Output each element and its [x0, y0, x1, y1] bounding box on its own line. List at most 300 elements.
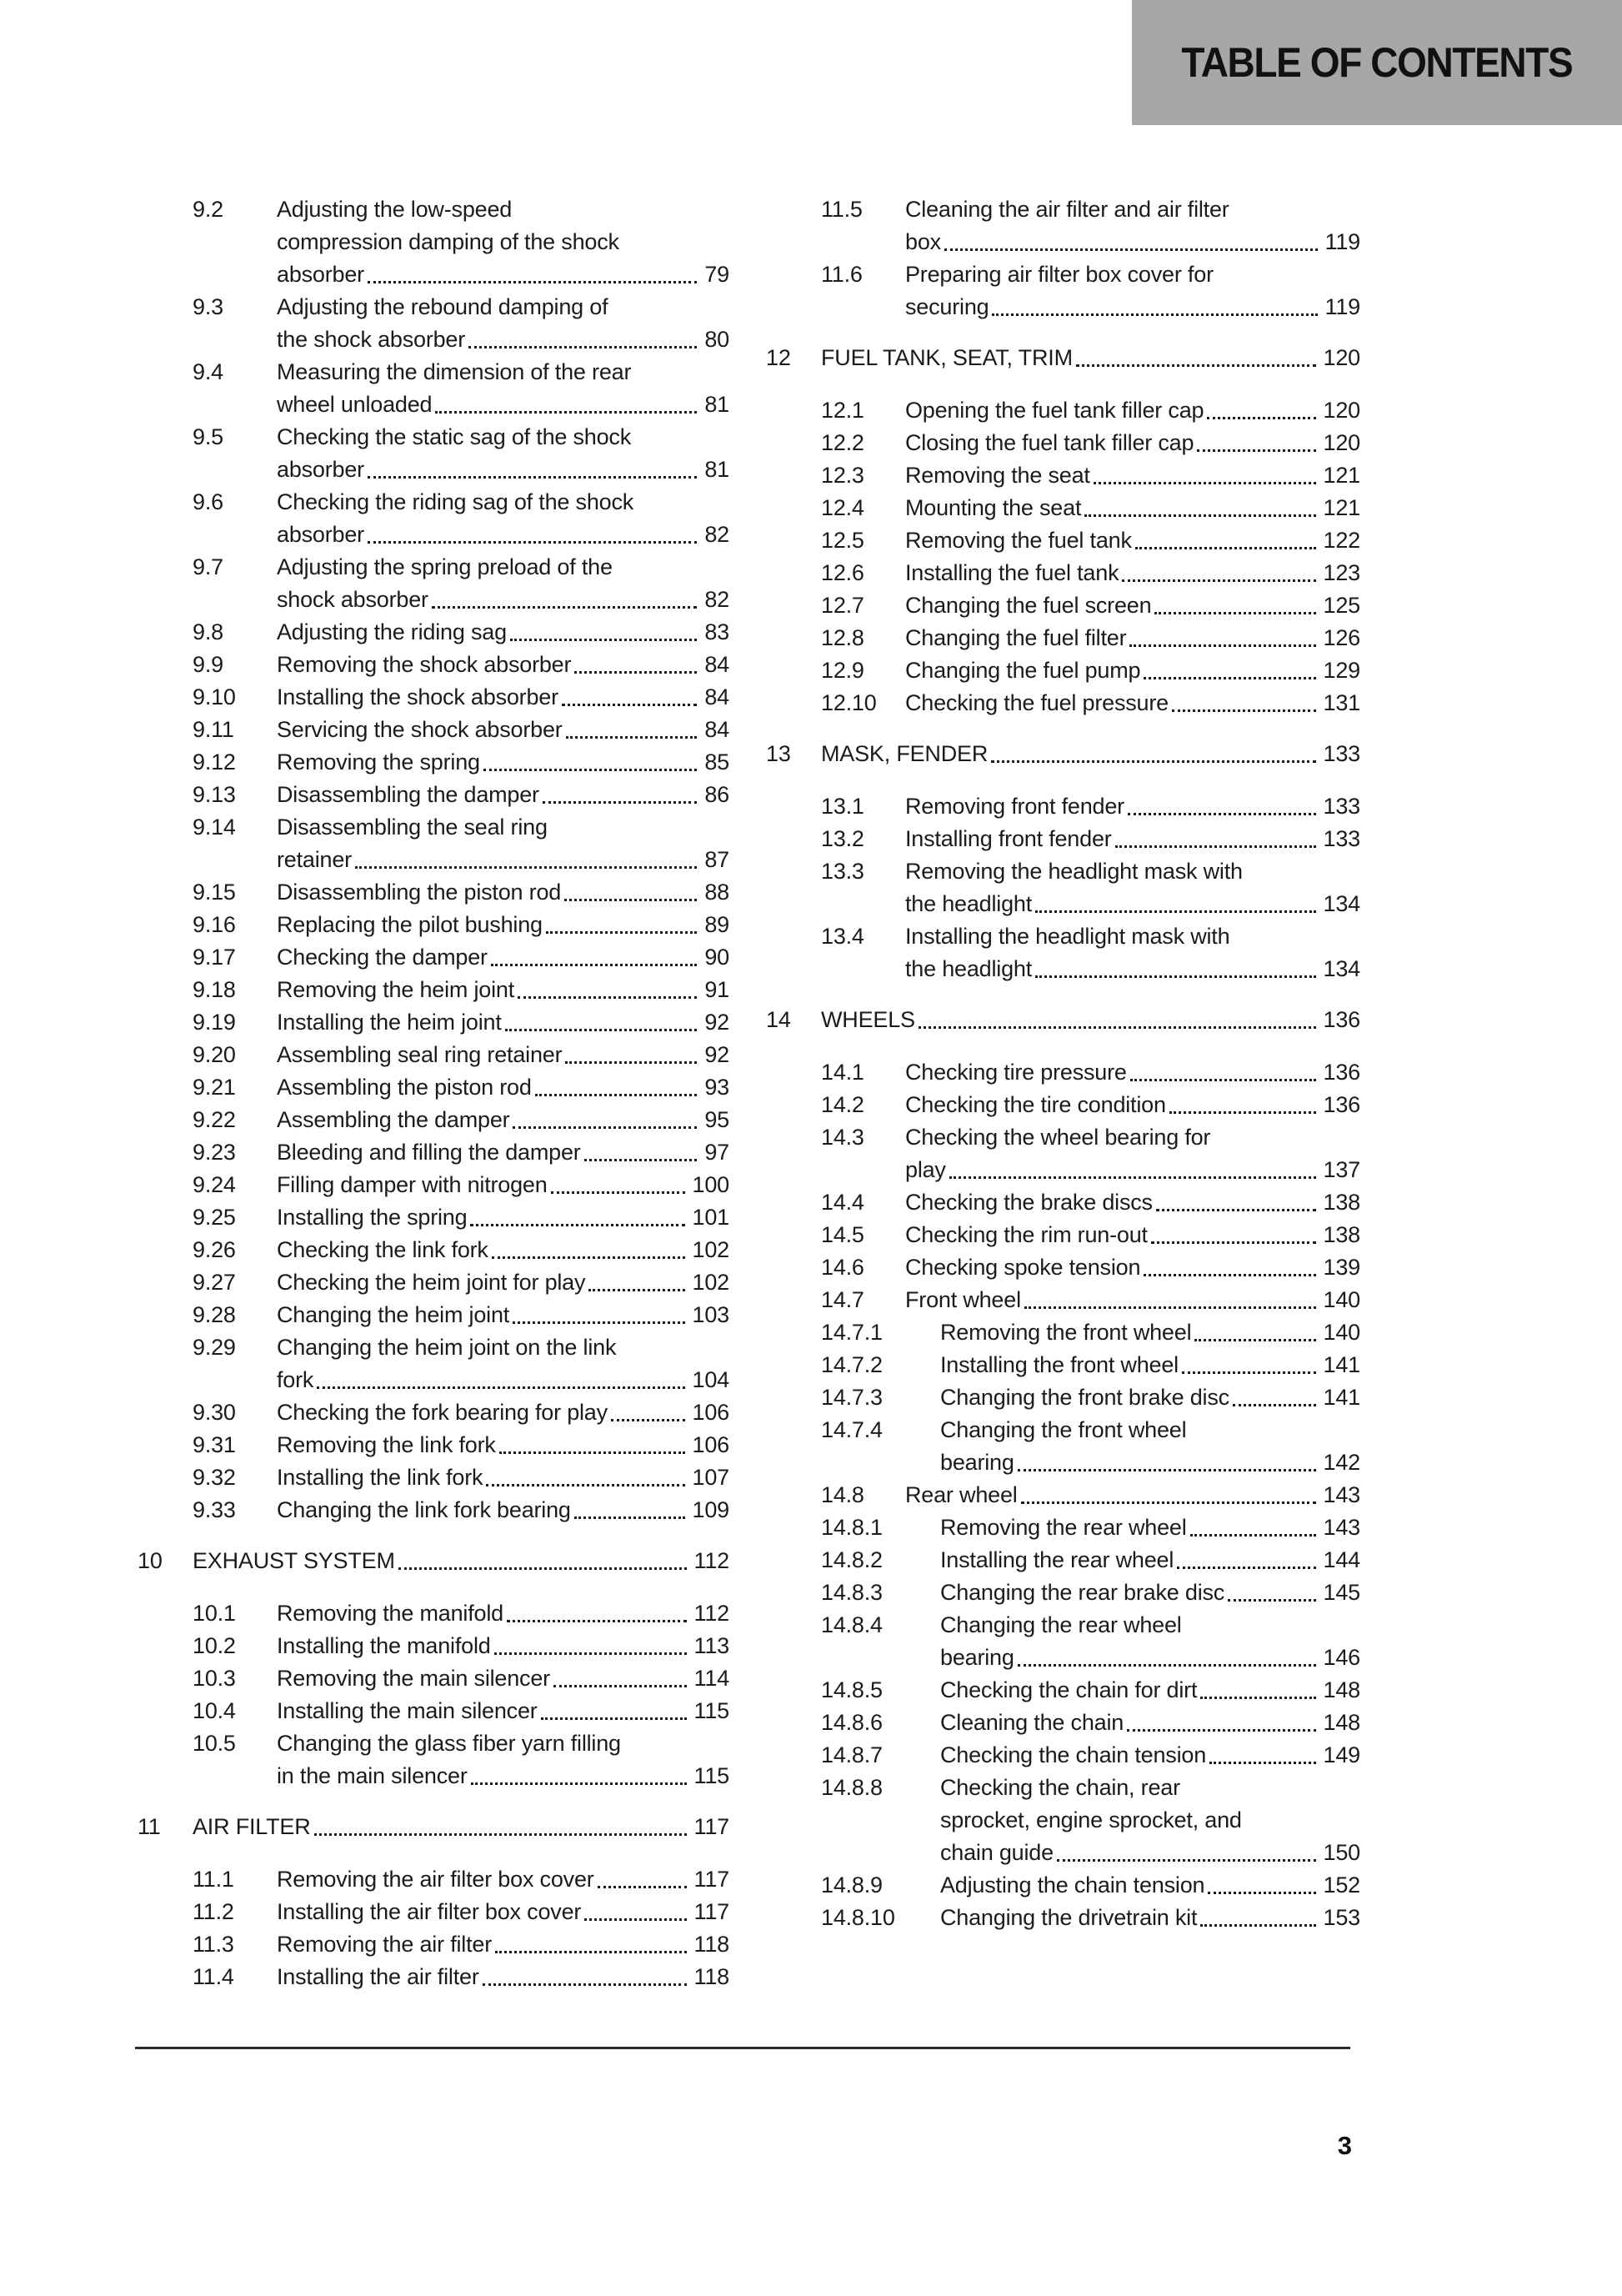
entry-last-line — [277, 1429, 729, 1461]
toc-entry[interactable] — [766, 1056, 1360, 1089]
entry-title — [940, 1739, 1360, 1772]
entry-number: 11.1 — [193, 1867, 234, 1892]
toc-entry[interactable] — [138, 1234, 729, 1266]
entry-last-line — [277, 1961, 729, 1993]
entry-last-line — [905, 823, 1360, 855]
dot-leader — [495, 1951, 687, 1953]
entry-number: 14.8.2 — [821, 1547, 883, 1572]
entry-title — [905, 1186, 1360, 1219]
toc-entry[interactable] — [766, 1316, 1360, 1349]
entry-title-line: Removing the front wheel — [940, 1320, 1192, 1345]
toc-entry[interactable] — [766, 1609, 1360, 1674]
entry-number: 13 — [766, 741, 791, 766]
toc-entry[interactable] — [766, 1479, 1360, 1511]
toc-chapter-entry[interactable] — [766, 1004, 1360, 1036]
entry-title-line: Changing the fuel pump — [905, 658, 1141, 683]
entry-title-line: Installing the air filter — [277, 1964, 479, 1989]
toc-entry[interactable] — [138, 1396, 729, 1429]
toc-entry[interactable] — [138, 974, 729, 1006]
entry-title-line: Removing the air filter — [277, 1932, 493, 1957]
entry-title — [277, 714, 729, 746]
dot-leader — [1209, 1762, 1316, 1764]
toc-chapter-entry[interactable] — [766, 738, 1360, 770]
toc-entry[interactable] — [138, 486, 729, 551]
toc-entry[interactable] — [766, 1577, 1360, 1609]
entry-page-number: 117 — [693, 1899, 729, 1924]
toc-entry[interactable] — [138, 1494, 729, 1526]
toc-entry[interactable] — [766, 589, 1360, 622]
entry-title-line: EXHAUST SYSTEM — [193, 1548, 395, 1573]
entry-title-line: Removing the headlight mask with — [905, 859, 1243, 884]
toc-entry[interactable] — [138, 909, 729, 941]
toc-entry[interactable] — [766, 654, 1360, 687]
entry-last-line — [277, 1169, 729, 1201]
toc-entry[interactable] — [138, 1039, 729, 1071]
entry-title — [940, 1381, 1360, 1414]
dot-leader — [1122, 579, 1315, 582]
entry-title — [905, 622, 1360, 654]
entry-title-line: the shock absorber — [277, 327, 466, 352]
entry-title — [905, 687, 1360, 719]
entry-page-number: 148 — [1323, 1677, 1360, 1702]
dot-leader — [535, 1094, 698, 1096]
entry-number: 9.19 — [193, 1010, 236, 1035]
entry-title-line: Removing the shock absorber — [277, 652, 572, 677]
entry-title-line: Installing the front wheel — [940, 1352, 1179, 1377]
entry-page-number: 100 — [692, 1172, 729, 1197]
toc-entry[interactable] — [766, 1869, 1360, 1902]
entry-page-number: 120 — [1323, 430, 1360, 455]
entry-last-line — [940, 1577, 1360, 1609]
toc-column-left — [138, 193, 729, 1993]
entry-page-number: 145 — [1323, 1580, 1360, 1605]
toc-entry[interactable] — [138, 876, 729, 909]
entry-last-line — [905, 589, 1360, 622]
entry-last-line — [940, 1707, 1360, 1739]
entry-title — [940, 1674, 1360, 1707]
toc-entry[interactable] — [766, 1544, 1360, 1577]
entry-title-line: Removing front fender — [905, 794, 1124, 819]
entry-title — [905, 557, 1360, 589]
entry-title-line: Changing the heim joint — [277, 1302, 510, 1327]
entry-number: 13.2 — [821, 826, 864, 851]
entry-number: 9.32 — [193, 1465, 236, 1490]
entry-number: 9.9 — [193, 652, 223, 677]
entry-number: 9.17 — [193, 945, 236, 970]
toc-chapter-entry[interactable] — [138, 1811, 729, 1843]
entry-title — [905, 427, 1360, 459]
toc-entry[interactable] — [766, 1674, 1360, 1707]
entry-title — [277, 681, 729, 714]
entry-page-number: 101 — [692, 1205, 729, 1230]
entry-last-line — [940, 1446, 1360, 1479]
entry-page-number: 87 — [704, 847, 729, 872]
entry-page-number: 150 — [1323, 1840, 1360, 1865]
entry-last-line — [905, 654, 1360, 687]
entry-number: 9.6 — [193, 489, 223, 514]
dot-leader — [949, 1176, 1316, 1179]
entry-page-number: 141 — [1323, 1352, 1360, 1377]
entry-title-line: absorber — [277, 457, 364, 482]
entry-last-line — [277, 941, 729, 974]
toc-entry[interactable] — [138, 1597, 729, 1630]
toc-entry[interactable] — [766, 258, 1360, 323]
entry-page-number: 131 — [1323, 690, 1360, 715]
dot-leader — [432, 606, 698, 609]
entry-last-line — [905, 394, 1360, 427]
toc-entry[interactable] — [766, 1739, 1360, 1772]
entry-number: 14.7.2 — [821, 1352, 883, 1377]
entry-page-number: 143 — [1323, 1515, 1360, 1540]
entry-page-number: 134 — [1323, 956, 1360, 981]
entry-title — [905, 589, 1360, 622]
toc-entry[interactable] — [138, 811, 729, 876]
entry-page-number: 136 — [1323, 1007, 1360, 1032]
dot-leader — [1200, 1924, 1315, 1927]
entry-last-line — [905, 459, 1360, 492]
toc-entry[interactable] — [766, 1089, 1360, 1121]
entry-title — [277, 1727, 729, 1792]
dot-leader — [1190, 1534, 1316, 1537]
entry-last-line — [277, 454, 729, 486]
dot-leader — [513, 1126, 697, 1129]
dot-leader — [1197, 449, 1315, 452]
entry-title — [940, 1772, 1360, 1869]
entry-number: 9.28 — [193, 1302, 236, 1327]
toc-entry[interactable] — [766, 1772, 1360, 1869]
dot-leader — [1130, 1079, 1316, 1081]
toc-entry[interactable] — [766, 1349, 1360, 1381]
dot-leader — [565, 1061, 697, 1064]
entry-number: 11.4 — [193, 1964, 234, 1989]
entry-page-number: 121 — [1323, 495, 1360, 520]
entry-number: 11.3 — [193, 1932, 234, 1957]
toc-entry[interactable] — [766, 622, 1360, 654]
entry-page-number: 81 — [704, 457, 729, 482]
toc-entry[interactable] — [766, 687, 1360, 719]
entry-number: 12.4 — [821, 495, 864, 520]
entry-last-line — [905, 226, 1360, 258]
entry-title-line: Checking the tire condition — [905, 1092, 1166, 1117]
toc-entry[interactable] — [766, 790, 1360, 823]
entry-last-line — [277, 1630, 729, 1662]
toc-entry[interactable] — [766, 557, 1360, 589]
entry-last-line — [277, 1234, 729, 1266]
entry-title-line: the headlight — [905, 956, 1033, 981]
entry-number: 9.2 — [193, 197, 223, 222]
entry-page-number: 125 — [1323, 593, 1360, 618]
entry-title-line: Checking the damper — [277, 945, 488, 970]
entry-title — [277, 811, 729, 876]
entry-last-line — [940, 1739, 1360, 1772]
entry-title — [905, 790, 1360, 823]
entry-last-line — [905, 888, 1360, 920]
toc-entry[interactable] — [138, 1104, 729, 1136]
toc-entry[interactable] — [138, 1299, 729, 1331]
entry-last-line — [277, 1494, 729, 1526]
entry-title — [940, 1414, 1360, 1479]
toc-entry[interactable] — [138, 291, 729, 356]
toc-entry[interactable] — [766, 193, 1360, 258]
entry-last-line — [821, 738, 1360, 770]
toc-entry[interactable] — [766, 1381, 1360, 1414]
toc-entry[interactable] — [766, 1186, 1360, 1219]
toc-entry[interactable] — [138, 1461, 729, 1494]
entry-page-number: 136 — [1323, 1092, 1360, 1117]
entry-page-number: 122 — [1323, 528, 1360, 553]
toc-entry[interactable] — [766, 1121, 1360, 1186]
entry-number: 9.26 — [193, 1237, 236, 1262]
entry-title — [821, 342, 1360, 374]
toc-entry[interactable] — [138, 1727, 729, 1792]
entry-title-line: wheel unloaded — [277, 392, 433, 417]
toc-entry[interactable] — [138, 941, 729, 974]
entry-number: 14.5 — [821, 1222, 864, 1247]
dot-leader — [398, 1567, 687, 1570]
entry-last-line — [277, 1760, 729, 1792]
toc-entry[interactable] — [766, 394, 1360, 427]
entry-last-line — [277, 1863, 729, 1896]
toc-entry[interactable] — [138, 356, 729, 421]
dot-leader — [991, 760, 1315, 763]
toc-entry[interactable] — [138, 681, 729, 714]
toc-entry[interactable] — [138, 1169, 729, 1201]
entry-page-number: 107 — [692, 1465, 729, 1490]
entry-number: 9.8 — [193, 619, 223, 644]
entry-number: 10.1 — [193, 1601, 236, 1626]
entry-title — [277, 1234, 729, 1266]
entry-title-line: Opening the fuel tank filler cap — [905, 398, 1204, 423]
entry-title — [277, 779, 729, 811]
entry-title-line: WHEELS — [821, 1007, 915, 1032]
entry-page-number: 120 — [1323, 345, 1360, 370]
dot-leader — [1129, 644, 1315, 647]
entry-page-number: 84 — [704, 717, 729, 742]
toc-chapter-entry[interactable] — [138, 1545, 729, 1577]
dot-leader — [483, 769, 698, 771]
toc-entry[interactable] — [766, 920, 1360, 985]
toc-entry[interactable] — [766, 459, 1360, 492]
entry-number: 14.8.4 — [821, 1612, 883, 1637]
entry-number: 10.5 — [193, 1731, 236, 1756]
toc-entry[interactable] — [766, 1251, 1360, 1284]
toc-entry[interactable] — [766, 1707, 1360, 1739]
entry-title — [905, 1219, 1360, 1251]
entry-title — [277, 1201, 729, 1234]
entry-title — [277, 1136, 729, 1169]
entry-title-line: Assembling the damper — [277, 1107, 510, 1132]
entry-title — [940, 1869, 1360, 1902]
toc-entry[interactable] — [766, 1902, 1360, 1934]
entry-title-line: Cleaning the chain — [940, 1710, 1124, 1735]
entry-page-number: 109 — [692, 1497, 729, 1522]
entry-title — [277, 1961, 729, 1993]
dot-leader — [574, 671, 697, 674]
entry-number: 14.6 — [821, 1255, 864, 1280]
entry-last-line — [940, 1316, 1360, 1349]
toc-entry[interactable] — [138, 1695, 729, 1727]
entry-title — [193, 1811, 729, 1843]
toc-entry[interactable] — [138, 1071, 729, 1104]
dot-leader — [1200, 1697, 1315, 1699]
entry-title — [821, 1004, 1360, 1036]
entry-title — [193, 1545, 729, 1577]
toc-entry[interactable] — [138, 421, 729, 486]
entry-title-line: Checking the static sag of the shock — [277, 424, 632, 449]
toc-entry[interactable] — [766, 823, 1360, 855]
entry-number: 14.8.6 — [821, 1710, 883, 1735]
toc-entry[interactable] — [766, 1219, 1360, 1251]
toc-entry[interactable] — [138, 1331, 729, 1396]
entry-number: 10.3 — [193, 1666, 236, 1691]
toc-entry[interactable] — [138, 1662, 729, 1695]
toc-entry[interactable] — [138, 551, 729, 616]
toc-entry[interactable] — [766, 1284, 1360, 1316]
entry-title-line: Installing the main silencer — [277, 1698, 538, 1723]
entry-last-line — [193, 1545, 729, 1577]
entry-number: 9.11 — [193, 717, 234, 742]
dot-leader — [314, 1833, 687, 1836]
entry-page-number: 152 — [1323, 1872, 1360, 1897]
entry-title — [277, 746, 729, 779]
entry-title-line: shock absorber — [277, 587, 428, 612]
entry-last-line — [905, 1089, 1360, 1121]
toc-entry[interactable] — [138, 1006, 729, 1039]
entry-number: 11.2 — [193, 1899, 234, 1924]
entry-number: 9.7 — [193, 554, 223, 579]
entry-page-number: 140 — [1323, 1320, 1360, 1345]
entry-last-line — [905, 687, 1360, 719]
entry-page-number: 139 — [1323, 1255, 1360, 1280]
toc-entry[interactable] — [766, 1511, 1360, 1544]
entry-page-number: 80 — [704, 327, 729, 352]
entry-page-number: 137 — [1323, 1157, 1360, 1182]
entry-page-number: 144 — [1323, 1547, 1360, 1572]
entry-last-line — [277, 1695, 729, 1727]
toc-entry[interactable] — [138, 1896, 729, 1928]
entry-number: 12.7 — [821, 593, 864, 618]
entry-title — [277, 1597, 729, 1630]
dot-leader — [317, 1386, 684, 1389]
toc-entry[interactable] — [138, 1429, 729, 1461]
entry-number: 14.8.1 — [821, 1515, 883, 1540]
dot-leader — [470, 1224, 684, 1226]
entry-page-number: 82 — [704, 587, 729, 612]
entry-title-line: Servicing the shock absorber — [277, 717, 563, 742]
toc-entry[interactable] — [138, 1201, 729, 1234]
entry-page-number: 112 — [693, 1601, 729, 1626]
entry-title-line: Checking the chain tension — [940, 1742, 1207, 1767]
entry-page-number: 79 — [704, 262, 729, 287]
toc-entry[interactable] — [138, 746, 729, 779]
entry-title-line: Front wheel — [905, 1287, 1021, 1312]
dot-leader — [1144, 1274, 1315, 1276]
entry-title — [905, 654, 1360, 687]
entry-number: 12.8 — [821, 625, 864, 650]
toc-entry[interactable] — [138, 714, 729, 746]
entry-title — [277, 486, 729, 551]
dot-leader — [598, 1886, 687, 1888]
entry-last-line — [277, 389, 729, 421]
entry-last-line — [277, 1364, 729, 1396]
toc-entry[interactable] — [766, 427, 1360, 459]
dot-leader — [1233, 1404, 1316, 1406]
entry-title — [905, 258, 1360, 323]
entry-number: 14.8.3 — [821, 1580, 883, 1605]
toc-entry[interactable] — [138, 649, 729, 681]
toc-entry[interactable] — [138, 779, 729, 811]
toc-entry[interactable] — [766, 855, 1360, 920]
entry-number: 12.6 — [821, 560, 864, 585]
toc-entry[interactable] — [138, 1136, 729, 1169]
entry-page-number: 123 — [1323, 560, 1360, 585]
entry-title-line: Changing the link fork bearing — [277, 1497, 571, 1522]
entry-page-number: 85 — [704, 749, 729, 775]
entry-number: 9.22 — [193, 1107, 236, 1132]
toc-entry[interactable] — [138, 193, 729, 291]
dot-leader — [551, 1191, 685, 1194]
toc-entry[interactable] — [138, 1630, 729, 1662]
entry-number: 9.25 — [193, 1205, 236, 1230]
dot-leader — [1154, 612, 1315, 614]
entry-last-line — [277, 1461, 729, 1494]
entry-title-line: Checking the fuel pressure — [905, 690, 1169, 715]
entry-title-line: Installing the headlight mask with — [905, 924, 1230, 949]
entry-number: 9.21 — [193, 1075, 236, 1100]
entry-last-line — [940, 1902, 1360, 1934]
toc-entry[interactable] — [138, 1863, 729, 1896]
entry-title-line: Changing the front wheel — [940, 1417, 1187, 1442]
entry-title — [277, 356, 729, 421]
entry-number: 12 — [766, 345, 791, 370]
toc-entry[interactable] — [138, 1961, 729, 1993]
dot-leader — [368, 541, 697, 544]
entry-title-line: Removing the seat — [905, 463, 1090, 488]
entry-number: 14.7.4 — [821, 1417, 883, 1442]
entry-title — [905, 1284, 1360, 1316]
entry-last-line — [277, 1928, 729, 1961]
entry-last-line — [940, 1674, 1360, 1707]
entry-number: 9.10 — [193, 684, 236, 709]
toc-entry[interactable] — [138, 616, 729, 649]
dot-leader — [574, 1516, 685, 1519]
dot-leader — [1208, 1892, 1315, 1894]
toc-entry[interactable] — [766, 492, 1360, 524]
entry-page-number: 118 — [693, 1964, 729, 1989]
toc-entry[interactable] — [766, 524, 1360, 557]
toc-entry[interactable] — [766, 1414, 1360, 1479]
toc-chapter-entry[interactable] — [766, 342, 1360, 374]
entry-number: 12.10 — [821, 690, 877, 715]
entry-number: 9.31 — [193, 1432, 236, 1457]
toc-entry[interactable] — [138, 1928, 729, 1961]
entry-title-line: Adjusting the rebound damping of — [277, 294, 608, 319]
entry-last-line — [940, 1544, 1360, 1577]
entry-number: 12.9 — [821, 658, 864, 683]
entry-title-line: Installing the heim joint — [277, 1010, 502, 1035]
toc-entry[interactable] — [138, 1266, 729, 1299]
entry-title-line: Changing the rear brake disc — [940, 1580, 1225, 1605]
entry-title-line: Removing the manifold — [277, 1601, 503, 1626]
entry-page-number: 117 — [693, 1867, 729, 1892]
entry-page-number: 102 — [692, 1237, 729, 1262]
entry-page-number: 81 — [704, 392, 729, 417]
entry-title — [277, 1630, 729, 1662]
entry-title-line: Cleaning the air filter and air filter — [905, 197, 1229, 222]
entry-last-line — [905, 1056, 1360, 1089]
entry-title — [905, 920, 1360, 985]
entry-last-line — [277, 1662, 729, 1695]
